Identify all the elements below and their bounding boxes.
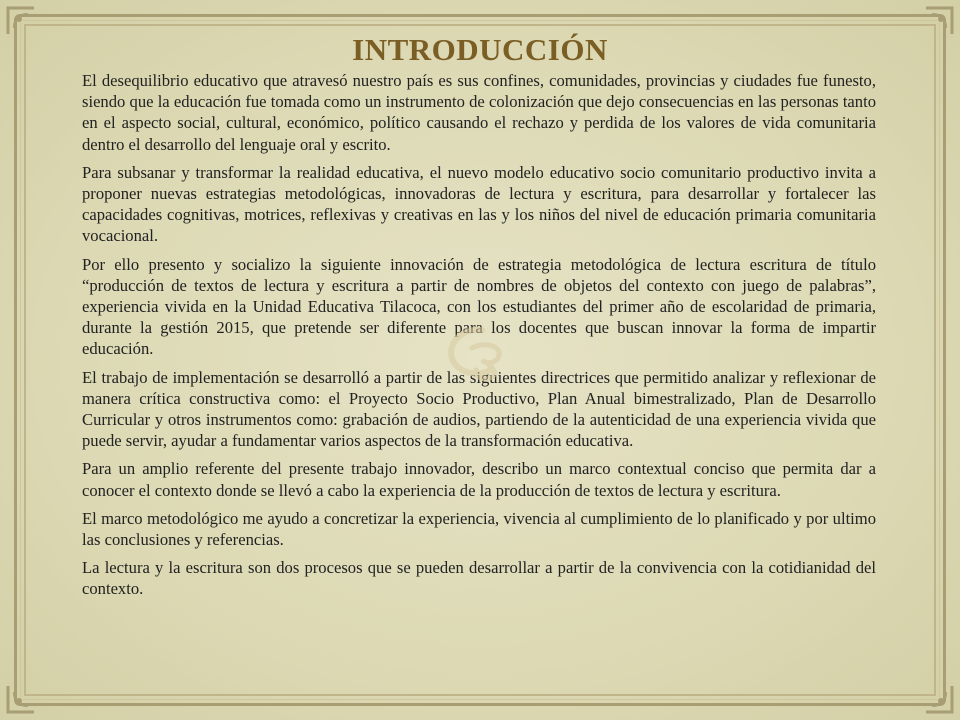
paragraph: El trabajo de implementación se desarrolló a partir de las siguientes directrices que permitido analizar y reflexionar de manera crítica constructiva como: el Proyecto Socio Productivo, Plan Anual bimestralizado, Plan de Desarrollo Curricular y otros instrumentos como: grabación de audios, partiendo de la autenticidad de una experiencia vivida que puede servir, ayudar a fundamentar varios aspectos de la transformación educativa. [82, 367, 876, 451]
corner-ornament-icon [924, 684, 954, 714]
paragraph: La lectura y la escritura son dos procesos que se pueden desarrollar a partir de la convivencia con la cotidianidad del contexto. [82, 558, 876, 599]
paragraph: Para un amplio referente del presente trabajo innovador, describo un marco contextual conciso que permita dar a conocer el contexto donde se llevó a cabo la experiencia de la producción de textos de lectura y escritura. [82, 459, 876, 500]
paragraph: El marco metodológico me ayudo a concretizar la experiencia, vivencia al cumplimiento de lo planificado y por ultimo las conclusiones y referencias. [82, 508, 876, 550]
corner-ornament-icon [6, 684, 36, 714]
slide-body [82, 70, 876, 607]
slide-title: INTRODUCCIÓN [352, 32, 608, 67]
paragraph: Para subsanar y transformar la realidad educativa, el nuevo modelo educativo socio comunitario productivo invita a proponer nuevas estrategias metodológicas, innovadoras de lectura y escritura, para desarrollar y fortalecer las capacidades cognitivas, motrices, reflexivas y creativas en las y los niños del nivel de educación primaria comunitaria vocacional. [82, 162, 876, 246]
paragraph: Por ello presento y socializo la siguiente innovación de estrategia metodológica de lectura escritura de título “producción de textos de lectura y escritura a partir de nombres de objetos del contexto con juego de palabras”, experiencia vivida en la Unidad Educativa Tilacoca, con los estudiantes del primer año de escolaridad de primaria, durante la gestión 2015, que pretende ser diferente para los docentes que buscan innovar la forma de impartir educación. [82, 254, 876, 359]
paragraph: El desequilibrio educativo que atravesó nuestro país es sus confines, comunidades, provincias y ciudades fue funesto, siendo que la educación fue tomada como un instrumento de colonización que dejo consecuencias en las personas tanto en el aspecto social, cultural, económico, político causando el rechazo y perdida de los valores de vida comunitaria dentro el desarrollo del lenguaje oral y escrito. [82, 71, 876, 154]
